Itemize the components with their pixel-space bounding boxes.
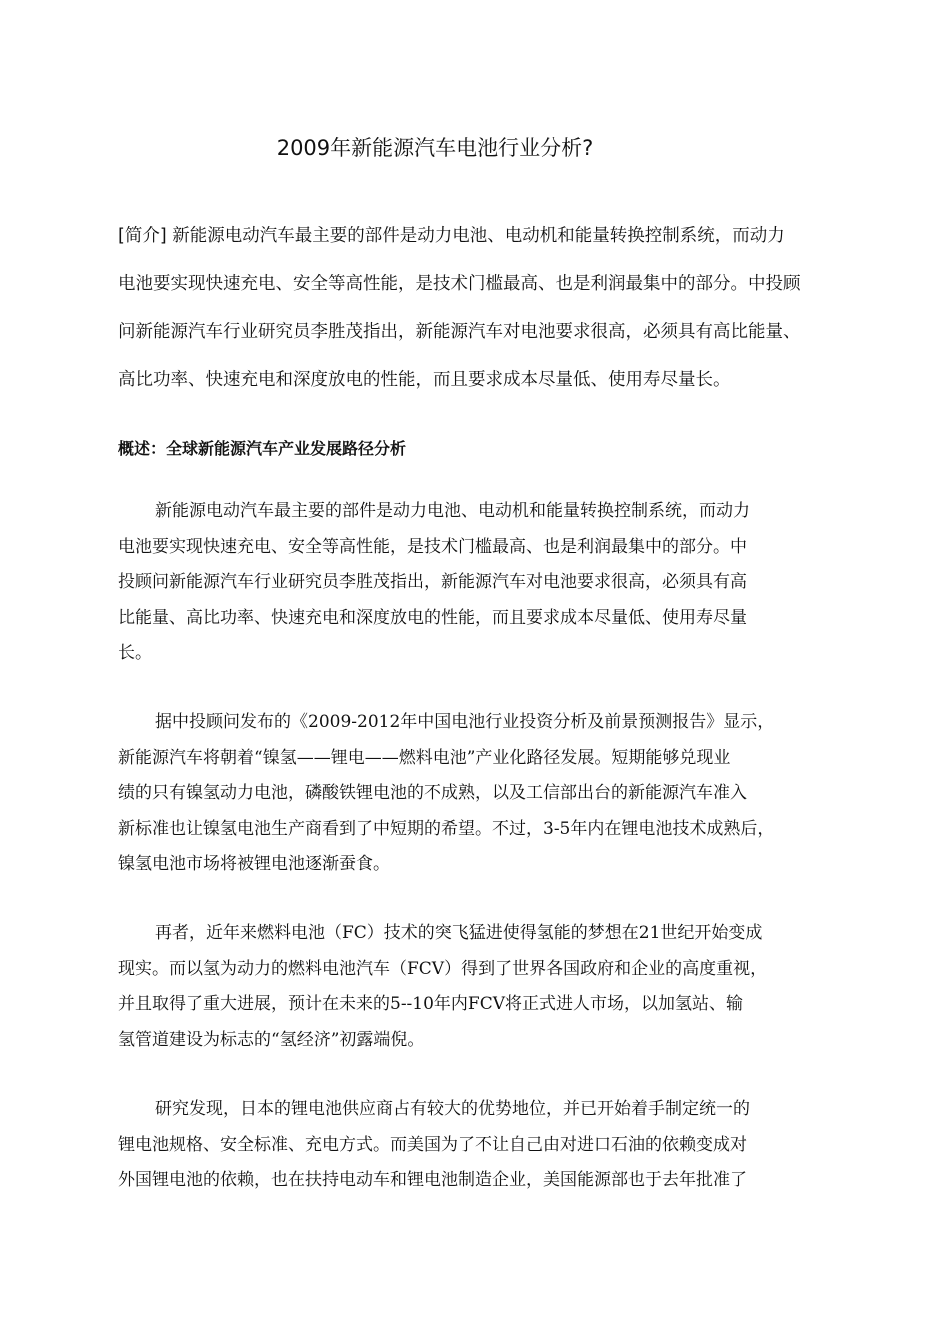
body-paragraph xyxy=(118,1092,830,1199)
paragraph-line: 投顾问新能源汽车行业研究员李胜茂指出，新能源汽车对电池要求很高，必须具有高 xyxy=(118,572,747,592)
document-title: 2009年新能源汽车电池行业分析? xyxy=(276,136,594,160)
intro-summary xyxy=(118,212,836,404)
paragraph-line: 外国锂电池的依赖，也在扶持电动车和锂电池制造企业，美国能源部也于去年批准了 xyxy=(118,1170,747,1190)
section-heading: 概述：全球新能源汽车产业发展路径分析 xyxy=(118,439,407,458)
body-paragraph xyxy=(118,705,830,883)
body-paragraph xyxy=(118,494,830,672)
intro-line: 问新能源汽车行业研究员李胜茂指出，新能源汽车对电池要求很高，必须具有高比能量、 xyxy=(118,322,801,342)
paragraph-line: 再者，近年来燃料电池（FC）技术的突飞猛进使得氢能的梦想在21世纪开始变成 xyxy=(155,923,763,943)
paragraph-line: 并且取得了重大进展，预计在未来的5--10年内FCV将正式进人市场，以加氢站、输 xyxy=(118,994,744,1014)
paragraph-line: 氢管道建设为标志的“氢经济”初露端倪。 xyxy=(118,1029,425,1050)
paragraph-line: 研究发现，日本的锂电池供应商占有较大的优势地位，并已开始着手制定统一的 xyxy=(155,1099,750,1119)
paragraph-line: 现实。而以氢为动力的燃料电池汽车（FCV）得到了世界各国政府和企业的高度重视， xyxy=(118,958,768,979)
intro-line: 高比功率、快速充电和深度放电的性能，而且要求成本尽量低、使用寿尽量长。 xyxy=(118,370,731,390)
paragraph-line: 锂电池规格、安全标准、充电方式。而美国为了不让自己由对进口石油的依赖变成对 xyxy=(118,1134,747,1155)
paragraph-line: 绩的只有镍氢动力电池，磷酸铁锂电池的不成熟，以及工信部出台的新能源汽车准入 xyxy=(118,783,747,803)
paragraph-line: 新标准也让镍氢电池生产商看到了中短期的希望。不过，3-5年内在锂电池技术成熟后， xyxy=(118,818,775,839)
intro-line: 电池要实现快速充电、安全等高性能，是技术门槛最高、也是利润最集中的部分。中投顾 xyxy=(118,274,801,294)
paragraph-line: 比能量、高比功率、快速充电和深度放电的性能，而且要求成本尽量低、使用寿尽量 xyxy=(118,607,747,628)
paragraph-line: 新能源电动汽车最主要的部件是动力电池、电动机和能量转换控制系统，而动力 xyxy=(155,501,750,521)
body-paragraph xyxy=(118,916,830,1058)
intro-line: [简介] 新能源电动汽车最主要的部件是动力电池、电动机和能量转换控制系统，而动力 xyxy=(118,226,785,246)
paragraph-line: 电池要实现快速充电、安全等高性能，是技术门槛最高、也是利润最集中的部分。中 xyxy=(118,536,747,557)
paragraph-line: 镍氢电池市场将被锂电池逐渐蚕食。 xyxy=(118,854,390,874)
paragraph-line: 新能源汽车将朝着“镍氢——锂电——燃料电池”产业化路径发展。短期能够兑现业 xyxy=(118,747,731,768)
paragraph-line: 长。 xyxy=(118,643,152,663)
paragraph-line: 据中投顾问发布的《2009-2012年中国电池行业投资分析及前景预测报告》显示， xyxy=(155,712,775,732)
